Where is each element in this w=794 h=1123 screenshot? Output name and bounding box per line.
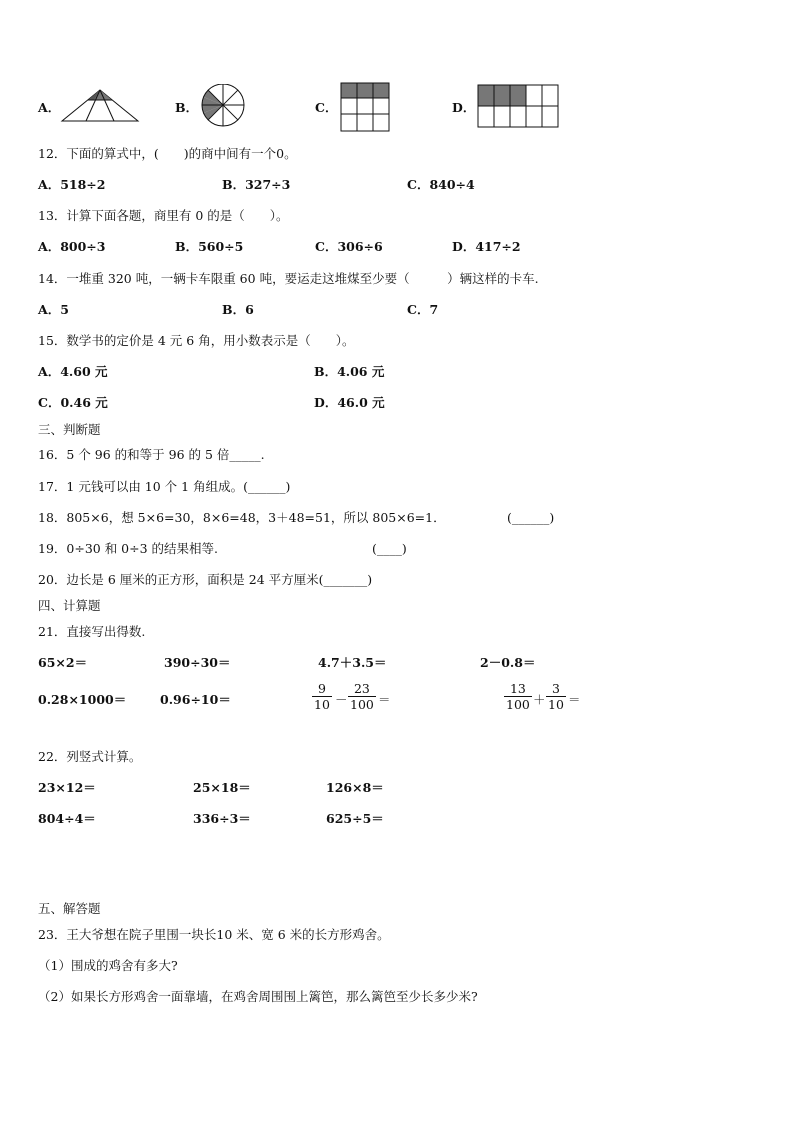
section-title-judgement: 三、判断题 [38, 422, 101, 437]
q13-option-d: D．417÷2 [452, 239, 521, 254]
q23-sub-question-1: （1）围成的鸡舍有多大? [38, 958, 178, 973]
grid-5x2-figure [477, 84, 561, 130]
q13-option-b: B．560÷5 [175, 239, 244, 254]
section-title-word-problems: 五、解答题 [38, 901, 101, 916]
q22-item-2: 25×18＝ [193, 780, 251, 795]
q22-stem: 22．列竖式计算。 [38, 749, 142, 764]
q18-statement: 18．805×6，想 5×6=30，8×6=48，3＋48=51，所以 805×6=1． [38, 510, 446, 525]
q22-item-3: 126×8＝ [326, 780, 384, 795]
q15-option-b: B．4.06 元 [314, 364, 385, 379]
q12-option-c: C．840÷4 [407, 177, 475, 192]
fraction-3-10 [546, 681, 566, 712]
q12-stem: 12．下面的算式中，( )的商中间有一个0。 [38, 146, 297, 161]
grid-3x3-figure [340, 82, 390, 132]
fraction-numerator: 13 [509, 681, 526, 696]
q11-option-d-label: D． [452, 100, 476, 115]
q21-item-3: 4.7＋3.5＝ [318, 655, 387, 670]
q21-stem: 21．直接写出得数. [38, 624, 146, 639]
q14-option-b: B．6 [222, 302, 254, 317]
q21-item-2: 390÷30＝ [164, 655, 231, 670]
q19-statement: 19．0÷30 和 0÷3 的结果相等. [38, 541, 219, 556]
q11-option-a-label: A． [38, 100, 61, 115]
plus-operator: ＋ [533, 692, 546, 707]
q18-answer-blank[interactable]: (______) [507, 510, 555, 525]
q21-item-6: 0.96÷10＝ [160, 692, 231, 707]
q15-option-d: D．46.0 元 [314, 395, 385, 410]
q11-option-c-label: C． [315, 100, 338, 115]
fraction-denominator: 10 [314, 697, 330, 712]
q21-item-5: 0.28×1000＝ [38, 692, 127, 707]
equals-sign: ＝ [378, 692, 391, 707]
q13-option-a: A．800÷3 [38, 239, 106, 254]
minus-operator: － [335, 692, 348, 707]
q15-option-a: A．4.60 元 [38, 364, 108, 379]
q20-statement: 20．边长是 6 厘米的正方形，面积是 24 平方厘米(_______) [38, 572, 373, 587]
q23-sub-question-2: （2）如果长方形鸡舍一面靠墙，在鸡舍周围围上篱笆，那么篱笆至少长多少米? [38, 989, 478, 1004]
q21-item-4: 2－0.8＝ [480, 655, 536, 670]
q21-item-1: 65×2＝ [38, 655, 88, 670]
q15-option-c: C．0.46 元 [38, 395, 108, 410]
q17-statement: 17．1 元钱可以由 10 个 1 角组成。(______) [38, 479, 291, 494]
q14-option-c: C．7 [407, 302, 439, 317]
q16-statement: 16．5 个 96 的和等于 96 的 5 倍_____. [38, 447, 265, 462]
fraction-denominator: 100 [350, 697, 374, 712]
q13-stem: 13．计算下面各题，商里有 0 的是（ ）。 [38, 208, 289, 223]
q19-answer-blank[interactable]: (____) [372, 541, 407, 556]
fraction-numerator: 9 [317, 681, 326, 696]
fraction-23-100 [348, 681, 376, 712]
fraction-9-10 [312, 681, 332, 712]
equals-sign: ＝ [568, 692, 581, 707]
q14-option-a: A．5 [38, 302, 69, 317]
q12-option-a: A．518÷2 [38, 177, 106, 192]
circle-figure [200, 84, 248, 128]
q23-stem: 23．王大爷想在院子里围一块长10 米、宽 6 米的长方形鸡舍。 [38, 927, 390, 942]
q13-option-c: C．306÷6 [315, 239, 383, 254]
q11-option-b-label: B． [175, 100, 199, 115]
q14-stem: 14．一堆重 320 吨，一辆卡车限重 60 吨，要运走这堆煤至少要（ ）辆这样的卡车. [38, 271, 539, 286]
q22-item-1: 23×12＝ [38, 780, 96, 795]
q12-option-b: B．327÷3 [222, 177, 291, 192]
fraction-denominator: 100 [506, 697, 530, 712]
triangle-figure [60, 88, 140, 124]
q22-item-6: 625÷5＝ [326, 811, 384, 826]
fraction-numerator: 23 [353, 681, 370, 696]
fraction-13-100 [504, 681, 532, 712]
q15-stem: 15．数学书的定价是 4 元 6 角，用小数表示是（ ）。 [38, 333, 355, 348]
section-title-calculation: 四、计算题 [38, 598, 101, 613]
q22-item-5: 336÷3＝ [193, 811, 251, 826]
fraction-denominator: 10 [548, 697, 564, 712]
q22-item-4: 804÷4＝ [38, 811, 96, 826]
fraction-numerator: 3 [551, 681, 560, 696]
